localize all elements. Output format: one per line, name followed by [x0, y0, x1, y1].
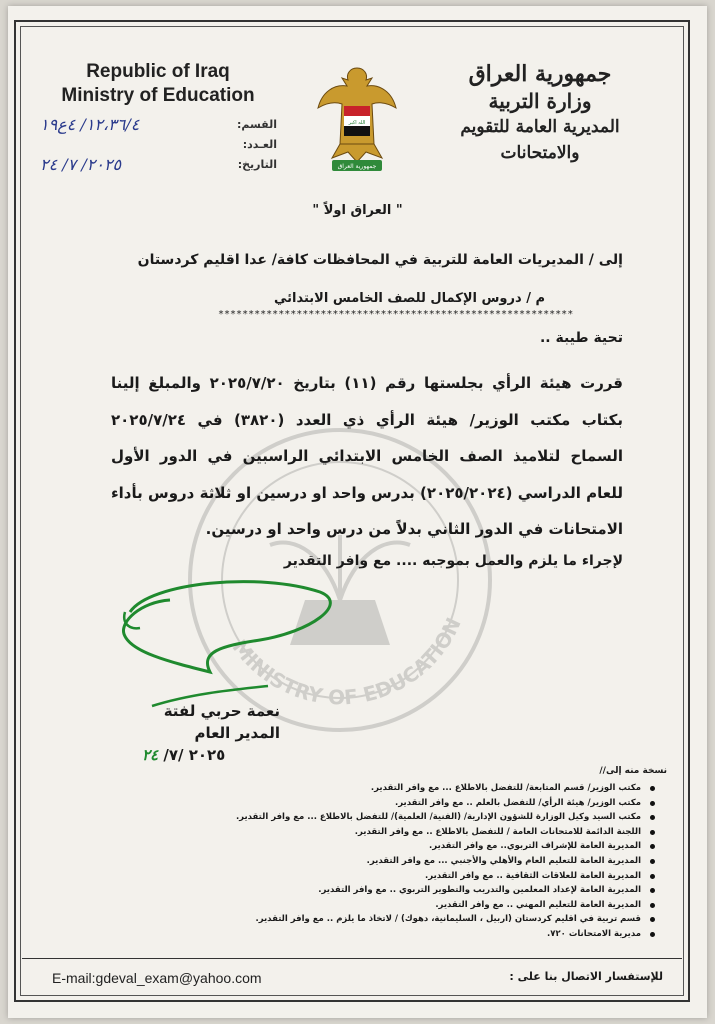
watermark-text: MINISTRY OF EDUCATION [227, 613, 466, 710]
copies-list [235, 781, 655, 942]
footer-email[interactable]: E-mail:gdeval_exam@yahoo.com [52, 970, 262, 986]
signer-date-printed: ٢٠٢٥ /٧/ [163, 746, 226, 764]
list-item: المديرية العامة للعلاقات الثقافية .. مع وافر التقدير. [235, 869, 655, 884]
subject-line: م / دروس الإكمال للصف الخامس الابتدائي [274, 291, 545, 306]
ref-number-row [32, 134, 277, 154]
signer-block [120, 700, 280, 766]
greeting: تحية طيبة .. [539, 330, 623, 346]
list-item: مديرية الامتحانات ٧٢٠. [235, 927, 655, 942]
footer-divider [22, 958, 682, 959]
letter-paragraph: قررت هيئة الرأي بجلستها رقم (١١) بتاريخ ٢٠٢٥/٧/٢٠ والمبلغ إلينا بكتاب مكتب الوزير/ هيئة الرأي ذي العدد (٣٨٢٠) في ٢٠٢٥/٧/٢٤ السماح لتلاميذ الصف الخامس الابتدائي الراسبين في الدور الأول للعام الدراسي (٢٠٢٥/٢٠٢٤) بدرس واحد او درسين او ثلاثة دروس بأداء الامتحانات في الدور الثاني بدلاً من درس واحد او درسين. [111, 374, 624, 538]
footer-contact-label: للإستفسار الاتصال بنا على : [509, 970, 663, 983]
ref-date-label: التاريخ: [237, 157, 277, 171]
header-ar-ministry: وزارة التربية [488, 89, 592, 113]
list-item: المديرية العامة لإعداد المعلمين والتدريب والتطوير التربوي .. مع وافر التقدير. [235, 883, 655, 898]
ref-date-value: ٢٠٢٥/ ٧/ ٢٤ [40, 154, 122, 174]
iraq-eagle-emblem [314, 62, 400, 174]
list-item: مكتب الوزير/ هيئة الرأي/ للتفضل بالعلم .. مع وافر التقدير. [235, 796, 655, 811]
signer-name: نعمة حربي لفتة [163, 702, 280, 720]
closing-line: لإجراء ما يلزم والعمل بموجبه .... مع وافر التقدير [283, 553, 623, 569]
list-item: اللجنة الدائمة للامتحانات العامة / للتفضل بالاطلاع .. مع وافر التقدير. [235, 825, 655, 840]
header-ar-directorate: المديرية العامة للتقويم والامتحانات [460, 117, 620, 163]
ref-section-value: ١٢،٣٦/٤/ ٤ع١٩ [40, 114, 140, 134]
list-item: المديرية العامة للإشراف التربوي.. مع وافر التقدير. [235, 839, 655, 854]
ref-number-label: العـدد: [242, 137, 277, 151]
signer-date [120, 744, 280, 766]
header-arabic [425, 60, 655, 166]
svg-text:الله اكبر: الله اكبر [348, 120, 366, 126]
signature-scribble [110, 572, 350, 682]
emblem-caption: جمهورية العراق [337, 163, 377, 170]
copies-heading: نسخة منه إلى// [599, 766, 667, 776]
list-item: المديرية العامة للتعليم العام والأهلي والأجنبي ... مع وافر التقدير. [235, 854, 655, 869]
header-english [48, 60, 268, 108]
header-ar-country: جمهورية العراق [468, 61, 612, 87]
ref-section-row [32, 114, 277, 134]
list-item: قسم تربية في اقليم كردستان (اربيل ، السليمانية، دهوك) / لاتخاذ ما يلزم .. مع وافر التقدير. [235, 912, 655, 927]
ref-date-row [32, 154, 277, 174]
star-divider: *********************************************************** [218, 309, 574, 320]
list-item: مكتب الوزير/ قسم المتابعة/ للتفضل بالاطلاع ... مع وافر التقدير. [235, 781, 655, 796]
reference-block [32, 114, 277, 174]
header-country: Republic of Iraq [86, 61, 230, 82]
recipient-line: إلى / المديريات العامة للتربية في المحافظات كافة/ عدا اقليم كردستان [137, 252, 623, 268]
list-item: مكتب السيد وكيل الوزارة للشؤون الإدارية/ (الفنية/ العلمية)/ للتفضل بالاطلاع ... مع وافر التقدير. [235, 810, 655, 825]
signer-title: المدير العام [194, 724, 280, 742]
list-item: المديرية العامة للتعليم المهني .. مع وافر التقدير. [235, 898, 655, 913]
signer-date-hand: ٢٤ [142, 746, 159, 764]
header-ministry: Ministry of Education [61, 85, 255, 106]
motto: " العراق اولاً " [312, 203, 403, 218]
ref-section-label: القسم: [236, 117, 277, 131]
